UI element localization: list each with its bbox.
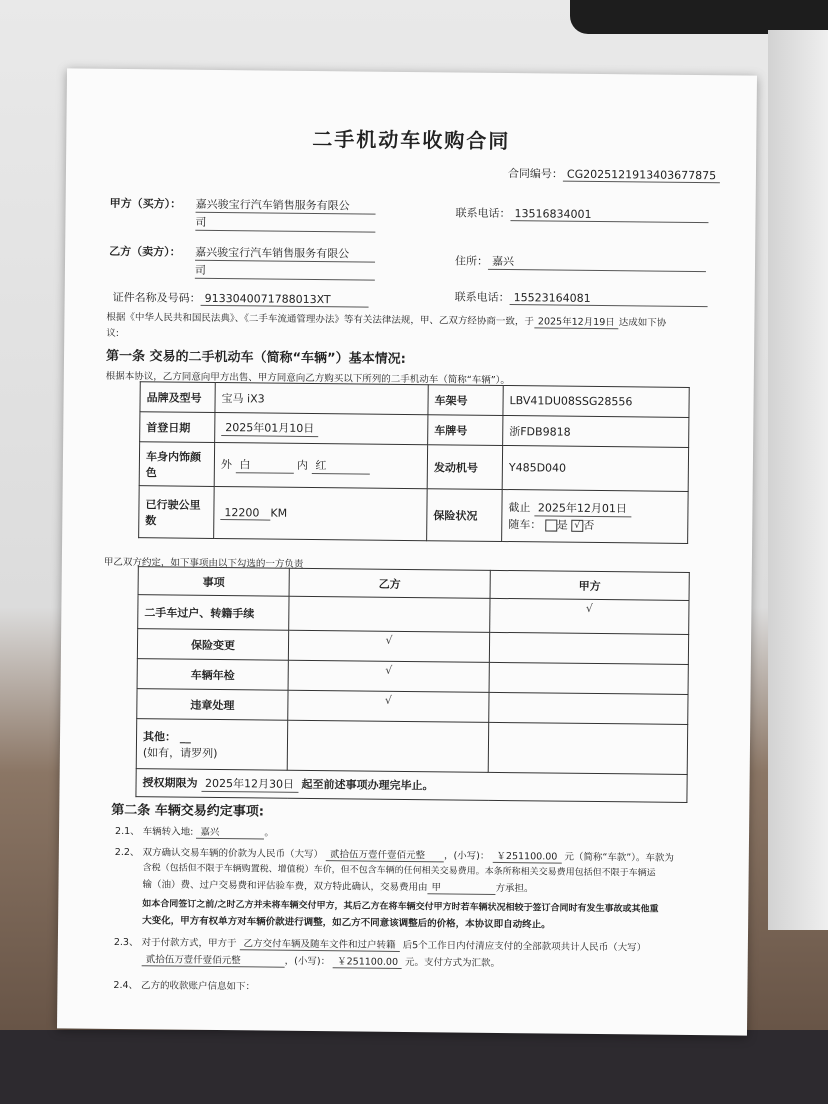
party-a-name-1: 嘉兴骏宝行汽车销售服务有限公 xyxy=(196,196,376,215)
insurance-follow-label: 随车： xyxy=(508,518,542,532)
reg-date-value: 2025年01月10日 xyxy=(221,419,318,437)
int-color-label: 内 xyxy=(296,458,308,472)
vehicle-info-table xyxy=(138,381,690,544)
clause-2-2-amount-cn: 贰拾伍万壹仟壹佰元整 xyxy=(326,846,444,862)
plate-value: 浙FDB9818 xyxy=(503,415,689,447)
party-a-phone xyxy=(455,204,708,223)
clause-2-2-line2: 含税（包括但不限于车辆购置税、增值税）车价，但不包含车辆的任何相关交易费用。本条所称相关交易费用包括但不限于车辆运 xyxy=(142,863,656,879)
article1-title: 第一条 交易的二手机动车（简称“车辆”）基本情况: xyxy=(105,348,406,367)
resp-row-b: √ xyxy=(288,690,489,722)
resp-row-a xyxy=(489,662,688,694)
yes-checkbox[interactable] xyxy=(545,519,557,531)
other-b xyxy=(287,720,489,772)
mileage-value: 12200 xyxy=(220,506,270,521)
party-b-name-1: 嘉兴骏宝行汽车销售服务有限公 xyxy=(195,244,375,263)
other-a xyxy=(488,722,688,774)
deadline-row xyxy=(136,769,687,803)
clause-2-2-text-c: 元（简称“车款”）。车款为 xyxy=(564,851,675,864)
responsibility-intro: 甲乙双方约定，如下事项由以下勾选的一方负责 xyxy=(103,556,304,570)
mileage-label-1: 已行驶公里 xyxy=(145,497,201,512)
resp-row-b: √ xyxy=(288,660,489,692)
clause-2-3-line2 xyxy=(142,951,501,970)
engine-value: Y485D040 xyxy=(502,445,688,491)
clause-2-2-amount: ￥251100.00 xyxy=(492,848,561,864)
no-checkbox[interactable]: √ xyxy=(571,520,583,532)
clause-2-2-line3 xyxy=(142,876,533,895)
preamble-date: 2025年12月19日 xyxy=(534,313,619,329)
clause-2-3-text-b: 后5个工作日内付清应支付的全部款项共计人民币（大写） xyxy=(402,939,647,954)
clause-2-3-amount-cn: 贰拾伍万壹仟壹佰元整 xyxy=(142,951,285,967)
clause-2-3-number: 2.3、 xyxy=(113,936,139,949)
engine-label: 发动机号 xyxy=(427,445,502,490)
reg-date-cell xyxy=(215,412,428,444)
reg-date-label: 首登日期 xyxy=(140,412,215,443)
clause-2-1-number: 2.1、 xyxy=(114,825,140,838)
preamble-text-2: 达成如下协 xyxy=(618,317,667,329)
article2-title: 第二条 车辆交易约定事项: xyxy=(111,802,265,820)
contract-number xyxy=(508,165,720,183)
clause-2-1-value: 嘉兴 xyxy=(196,824,264,840)
address xyxy=(455,252,706,272)
color-label xyxy=(139,442,214,487)
id-value: 9133040071788013XT xyxy=(201,292,369,308)
clause-2-3-condition: 乙方交付车辆及随车文件和过户转籍 xyxy=(240,935,400,952)
deadline-label: 授权期限为 xyxy=(142,776,198,790)
other-label: 其他： __ (如有，请罗列) xyxy=(136,719,288,771)
resp-row-a: √ xyxy=(490,598,689,634)
clause-2-2-line5: 大变化，甲方有权单方对车辆价款进行调整，如乙方不同意该调整后的价格，本协议即自动终止。 xyxy=(142,915,551,931)
clause-2-2-number: 2.2、 xyxy=(114,846,140,859)
model-label: 品牌及型号 xyxy=(140,382,215,413)
floor-shadow xyxy=(0,1030,828,1104)
party-b-phone-label: 联系电话： xyxy=(454,290,510,305)
other-label-1: 其他： xyxy=(142,729,177,744)
party-b-phone xyxy=(455,288,708,307)
resp-row-a xyxy=(489,632,688,664)
clause-2-2-line3-text: 输（油）费、过户交易费和评估验车费，双方特此确认，交易费用由 xyxy=(142,879,428,894)
vin-value: LBV41DU08SSG28556 xyxy=(503,385,689,417)
laptop-edge xyxy=(768,30,828,930)
resp-row-b xyxy=(289,596,490,632)
clause-2-2-text-a: 双方确认交易车辆的价款为人民币（大写） xyxy=(142,847,324,861)
contract-document xyxy=(57,68,757,1035)
party-b-phone-value: 15523164081 xyxy=(510,291,708,307)
id-label: 证件名称及号码： xyxy=(112,290,201,305)
resp-row-item: 违章处理 xyxy=(137,689,288,721)
clause-2-2-line4: 如本合同签订之前/之时乙方并未将车辆交付甲方，其后乙方在将车辆交付甲方时若车辆状况相较于签订合同时有发生事故或其他重 xyxy=(142,899,659,915)
address-value: 嘉兴 xyxy=(488,253,706,272)
clause-2-4-text: 乙方的收款账户信息如下： xyxy=(141,980,256,993)
other-label-2: (如有，请罗列) xyxy=(142,745,218,760)
no-label: 否 xyxy=(583,518,595,532)
party-a-label: 甲方（买方）： xyxy=(109,196,182,211)
mileage-unit: KM xyxy=(270,506,288,520)
party-a-phone-value: 13516834001 xyxy=(510,207,708,223)
preamble-text-3: 议: xyxy=(106,327,120,339)
mileage-label-2: 数 xyxy=(145,513,157,527)
insurance-until-value: 2025年12月01日 xyxy=(534,499,631,517)
party-a-name-2: 司 xyxy=(195,214,375,233)
plate-label: 车牌号 xyxy=(428,415,503,446)
document-title: 二手机动车收购合同 xyxy=(312,126,511,154)
contract-number-value: CG2025121913403677875 xyxy=(563,168,720,184)
clause-2-1: 2.1、 车辆转入地: 嘉兴 。 xyxy=(115,823,274,840)
clause-2-2-text-b: ，(小写)： xyxy=(443,850,490,862)
responsibility-table xyxy=(135,566,689,803)
clause-2-3-amount: ￥251100.00 xyxy=(333,953,402,969)
address-label: 住所： xyxy=(454,254,489,268)
resp-header-b: 乙方 xyxy=(289,568,490,598)
resp-row-item: 二手车过户、转籍手续 xyxy=(138,595,289,631)
resp-row-a xyxy=(489,692,688,724)
preamble-text-1: 根据《中华人民共和国民法典》、《二手车流通管理办法》等有关法律法规，甲、乙双方经协商一致，于 xyxy=(106,311,534,328)
yes-label: 是 xyxy=(556,518,568,532)
resp-header-item: 事项 xyxy=(138,567,289,597)
clause-2-3-text-c: ，(小写)： xyxy=(284,955,331,968)
phone-device xyxy=(570,0,828,34)
clause-2-2-line3-tail: 方承担。 xyxy=(495,882,534,895)
id-number xyxy=(113,289,369,308)
clause-2-4-number: 2.4、 xyxy=(113,979,139,992)
deadline-tail: 起至前述事项办理完毕止。 xyxy=(301,777,434,793)
resp-row-item: 保险变更 xyxy=(137,629,288,661)
clause-2-3-text-d: 元。支付方式为汇款。 xyxy=(405,957,501,969)
color-cell xyxy=(214,442,427,488)
party-b-name-2: 司 xyxy=(195,262,375,281)
clause-2-3-text-a: 对于付款方式，甲方于 xyxy=(141,937,237,950)
deadline-value: 2025年12月30日 xyxy=(201,775,298,793)
party-a-phone-label: 联系电话： xyxy=(455,206,511,221)
contract-number-label: 合同编号： xyxy=(507,167,564,181)
party-b-label: 乙方（卖方）： xyxy=(109,244,181,259)
ext-color-value: 白 xyxy=(235,456,293,474)
resp-row-b: √ xyxy=(288,630,489,662)
preamble xyxy=(106,309,666,330)
color-label-1: 车身内饰颜 xyxy=(145,449,202,464)
clause-2-4 xyxy=(113,977,255,992)
article1-intro: 根据本协议，乙方同意向甲方出售、甲方同意向乙方购买以下所列的二手机动车（简称“车辆”）。 xyxy=(105,370,510,387)
resp-header-a: 甲方 xyxy=(490,570,689,600)
clause-2-1-text: 车辆转入地: xyxy=(142,826,194,838)
ext-color-label: 外 xyxy=(220,458,232,472)
insurance-until-label: 截止 xyxy=(508,501,531,515)
clause-2-2-payer: 甲 xyxy=(427,879,495,895)
mileage-label xyxy=(139,486,215,539)
model-value: 宝马 iX3 xyxy=(215,382,428,414)
int-color-value: 红 xyxy=(311,457,369,475)
insurance-cell xyxy=(502,489,689,543)
color-label-2: 色 xyxy=(145,465,157,479)
resp-row-item: 车辆年检 xyxy=(137,659,288,691)
vin-label: 车架号 xyxy=(428,385,503,416)
mileage-cell xyxy=(214,486,428,540)
insurance-label: 保险状况 xyxy=(427,489,503,542)
